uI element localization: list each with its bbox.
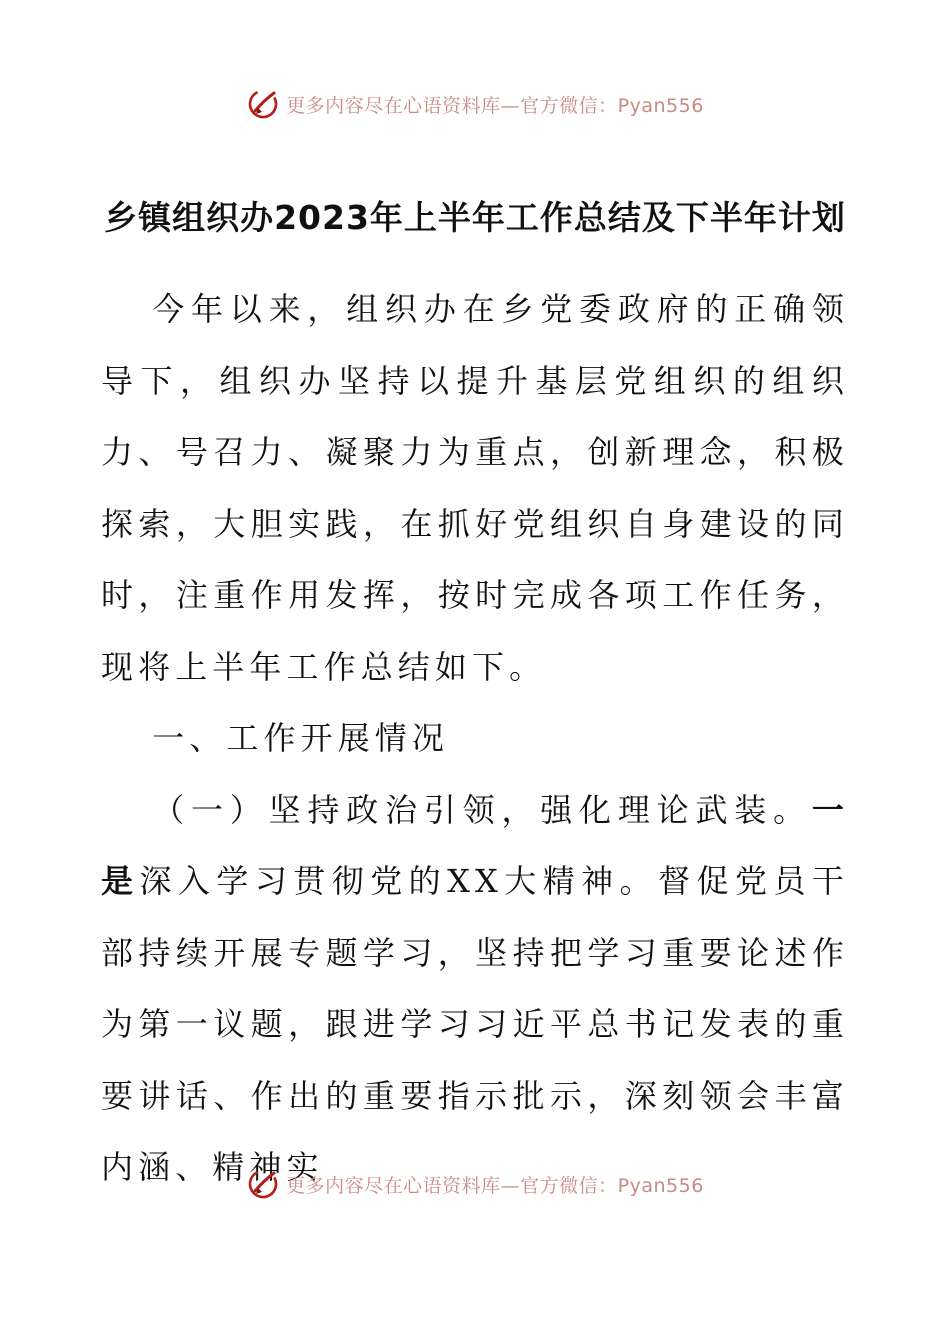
watermark-id: Pyan556 [617,94,704,117]
brush-circle-logo-icon [246,1167,280,1201]
section-heading: 一、工作开展情况 [152,719,449,757]
subsection-heading: （一）坚持政治引领，强化理论武装。 [152,790,812,829]
document-body [101,274,849,1204]
watermark-banner-top [0,84,950,124]
watermark-id: Pyan556 [617,1174,704,1197]
document-title: 乡镇组织办2023年上半年工作总结及下半年计划 [104,198,846,237]
watermark-text: 更多内容尽在心语资料库—官方微信：Pyan556 [286,1174,704,1197]
subsection-paragraph [101,775,849,1204]
brush-circle-logo-icon [246,87,280,121]
watermark-text: 更多内容尽在心语资料库—官方微信：Pyan556 [286,94,704,117]
bold-lead: 一是 [101,790,849,900]
subsection-text: 深入学习贯彻党的XX大精神。督促党员干部持续开展专题学习，坚持把学习重要论述作为第一议题，跟进学习习近平总书记发表的重要讲话、作出的重要指示批示，深刻领会丰富内涵、精神实 [101,862,849,1186]
intro-paragraph: 今年以来，组织办在乡党委政府的正确领导下，组织办坚持以提升基层党组织的组织力、号召力、凝聚力为重点，创新理念，积极探索，大胆实践，在抓好党组织自身建设的同时，注重作用发挥，按时完成各项工作任务，现将上半年工作总结如下。 [101,290,849,686]
watermark-banner-bottom [0,1164,950,1204]
